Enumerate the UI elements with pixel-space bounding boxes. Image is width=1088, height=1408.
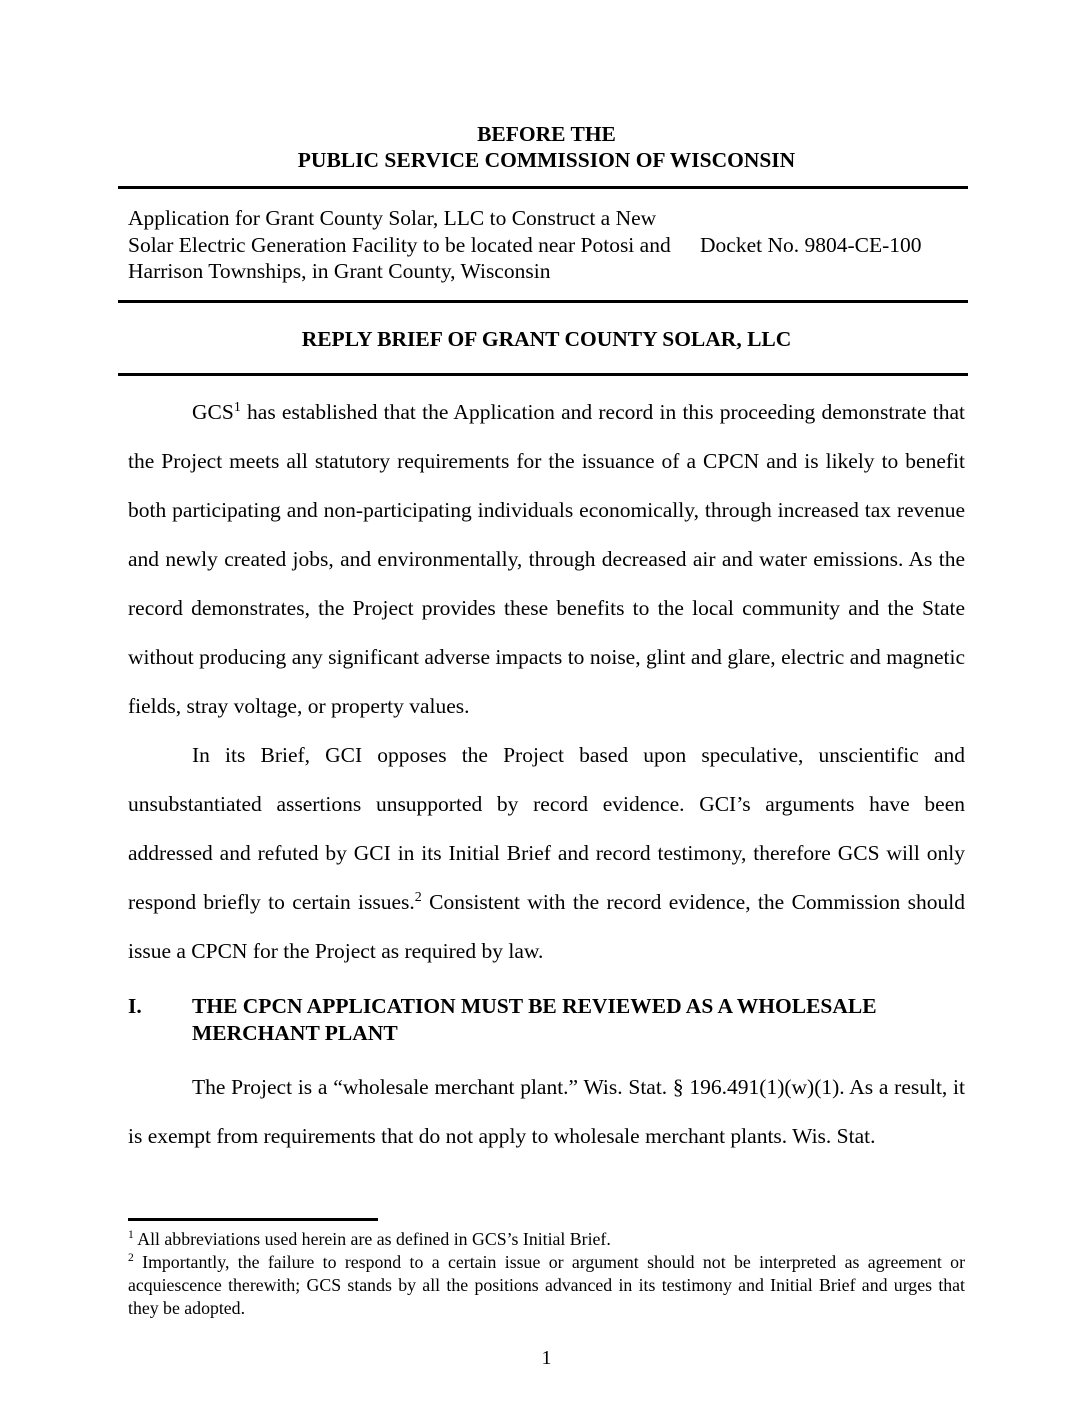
footnote-1-marker: 1 bbox=[128, 1227, 134, 1241]
footnote-2 bbox=[128, 1251, 965, 1320]
section-heading-1 bbox=[128, 993, 965, 1048]
body-paragraph-1 bbox=[128, 388, 965, 731]
document-title: REPLY BRIEF OF GRANT COUNTY SOLAR, LLC bbox=[301, 326, 792, 351]
document-body bbox=[128, 388, 965, 1161]
footnote-1 bbox=[128, 1228, 965, 1251]
docket-number: Docket No. 9804-CE-100 bbox=[700, 232, 922, 257]
section-number: I. bbox=[128, 993, 142, 1018]
caption-line-2: Solar Electric Generation Facility to be located near Potosi and bbox=[128, 232, 671, 257]
paragraph-1-text: GCS bbox=[192, 399, 234, 424]
horizontal-rule-title bbox=[118, 373, 968, 376]
section-heading-text: THE CPCN APPLICATION MUST BE REVIEWED AS A WHOLESALE MERCHANT PLANT bbox=[192, 993, 877, 1045]
case-caption bbox=[128, 205, 965, 285]
body-paragraph-2 bbox=[128, 731, 965, 976]
caption-text bbox=[128, 205, 671, 285]
page-number: 1 bbox=[541, 1346, 552, 1369]
footnote-2-marker: 2 bbox=[128, 1250, 134, 1264]
header-line-2: PUBLIC SERVICE COMMISSION OF WISCONSIN bbox=[297, 148, 796, 172]
footnote-ref-1: 1 bbox=[233, 399, 241, 415]
paragraph-2-text: In its Brief, GCI opposes the Project based upon speculative, unscientific and unsubstantiated assertions unsupported by record evidence. GCI’s arguments have been addressed and refuted by GCI in its Initial Brief and record testimony, therefore GCS will only respond briefly to certain issues. bbox=[128, 742, 965, 914]
footnote-ref-2: 2 bbox=[414, 889, 422, 905]
footnotes-section bbox=[128, 1228, 965, 1320]
paragraph-1-text-cont: has established that the Application and record in this proceeding demonstrate that the Project meets all statutory requirements for the issuance of a CPCN and is likely to benefit both participating and non-participating individuals economically, through increased tax revenue and newly created jobs, and environmentally, through decreased air and water emissions. As the record demonstrates, the Project provides these benefits to the local community and the State without producing any significant adverse impacts to noise, glint and glare, electric and magnetic fields, stray voltage, or property values. bbox=[128, 399, 965, 718]
caption-line-3: Harrison Townships, in Grant County, Wisconsin bbox=[128, 259, 551, 283]
caption-line-1: Application for Grant County Solar, LLC to Construct a New bbox=[128, 206, 657, 230]
body-paragraph-3: The Project is a “wholesale merchant plant.” Wis. Stat. § 196.491(1)(w)(1). As a result, it is exempt from requirements that do not apply to wholesale merchant plants. Wis. Stat. bbox=[128, 1074, 965, 1148]
paragraph-2-text-cont: Consistent with the record evidence, the Commission should issue a CPCN for the Project as required by law. bbox=[128, 889, 965, 963]
footnote-separator bbox=[128, 1218, 378, 1221]
horizontal-rule-caption bbox=[118, 300, 968, 303]
header-line-1: BEFORE THE bbox=[477, 122, 616, 146]
footnote-1-text: All abbreviations used herein are as defined in GCS’s Initial Brief. bbox=[133, 1228, 611, 1249]
footnote-2-text: Importantly, the failure to respond to a certain issue or argument should not be interpreted as agreement or acquiescence therewith; GCS stands by all the positions advanced in its testimony and Initial Brief and urges that they be adopted. bbox=[128, 1251, 965, 1318]
court-header bbox=[128, 121, 965, 173]
horizontal-rule-top bbox=[118, 186, 968, 189]
